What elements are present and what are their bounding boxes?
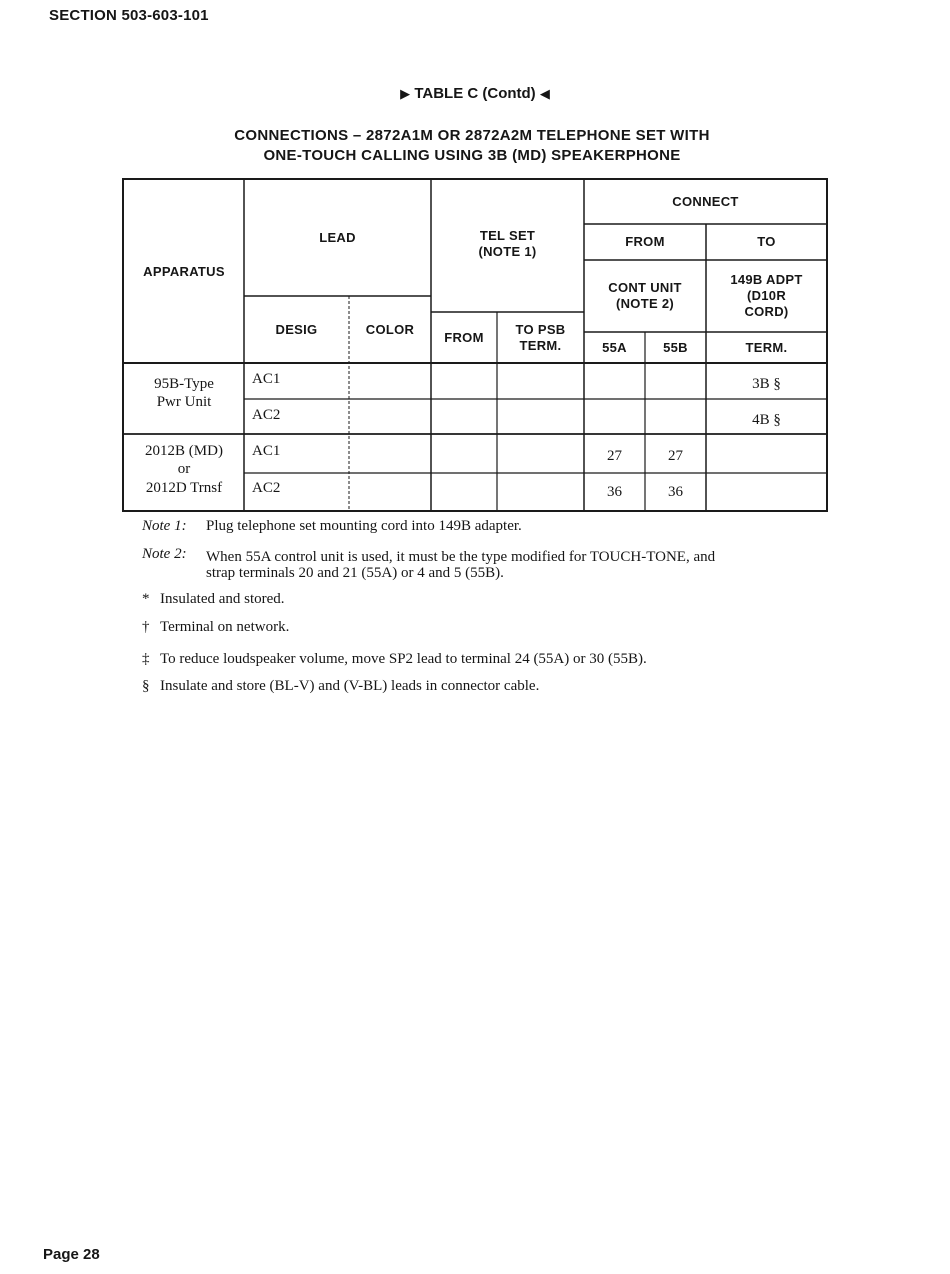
table-row-term: 4B § bbox=[752, 412, 781, 428]
header-color: COLOR bbox=[365, 321, 415, 337]
header-adpt-line-2: (D10R bbox=[746, 288, 787, 303]
note-1-text: Plug telephone set mounting cord into 149B adapter. bbox=[206, 518, 522, 534]
note-1-label: Note 1: bbox=[142, 518, 187, 534]
header-adpt-line-1: 149B ADPT bbox=[730, 272, 803, 287]
header-to-psb-label: TO PSB bbox=[515, 321, 566, 337]
header-connect: CONNECT bbox=[672, 194, 739, 209]
arrow-left-icon: ◀ bbox=[539, 86, 550, 101]
table-row-55b: 36 bbox=[668, 484, 683, 500]
header-tel-set bbox=[431, 216, 584, 272]
header-to-psb-term: TERM. bbox=[519, 337, 562, 353]
header-lead: LEAD bbox=[319, 230, 356, 245]
header-connect-from: FROM bbox=[625, 234, 665, 249]
table-subtitle bbox=[0, 126, 944, 166]
arrow-right-icon: ▶ bbox=[400, 86, 411, 101]
table-title-text: TABLE C (Contd) bbox=[414, 85, 536, 102]
subtitle-line-1: CONNECTIONS – 2872A1M OR 2872A2M TELEPHONE SET WITH bbox=[234, 127, 710, 144]
footnote-asterisk-text: Insulated and stored. bbox=[160, 591, 285, 607]
note-2 bbox=[142, 546, 716, 581]
section-header: SECTION 503-603-101 bbox=[49, 7, 209, 24]
table-row-term: 3B § bbox=[752, 376, 781, 392]
table-title bbox=[0, 85, 950, 102]
apparatus-2012-line-2: or bbox=[177, 461, 191, 477]
apparatus-95b-line-1: 95B-Type bbox=[154, 376, 214, 392]
footnote-dagger-text: Terminal on network. bbox=[160, 619, 290, 635]
header-adpt-line-3: CORD) bbox=[744, 304, 789, 319]
section-symbol: § bbox=[142, 678, 150, 694]
header-term: TERM. bbox=[745, 339, 788, 355]
apparatus-2012-line-3: 2012D Trnsf bbox=[145, 480, 223, 496]
header-cont-unit-note: (NOTE 2) bbox=[615, 296, 674, 311]
note-2-line-2: strap terminals 20 and 21 (55A) or 4 and 5 (55B). bbox=[206, 565, 504, 581]
header-cont-unit bbox=[584, 260, 706, 332]
header-desig: DESIG bbox=[275, 321, 318, 337]
header-tel-set-label: TEL SET bbox=[479, 228, 536, 243]
double-dagger-symbol: ‡ bbox=[142, 651, 150, 667]
table-row-desig: AC2 bbox=[252, 480, 281, 496]
header-tel-set-note: (NOTE 1) bbox=[478, 244, 537, 259]
table-row-55a: 36 bbox=[607, 484, 622, 500]
header-apparatus: APPARATUS bbox=[143, 263, 225, 279]
footnote-double-dagger-text: To reduce loudspeaker volume, move SP2 lead to terminal 24 (55A) or 30 (55B). bbox=[160, 651, 647, 667]
page-number: Page 28 bbox=[43, 1246, 100, 1263]
apparatus-95b-line-2: Pwr Unit bbox=[156, 394, 212, 410]
note-2-label: Note 2: bbox=[142, 546, 187, 562]
subtitle-line-2: ONE-TOUCH CALLING USING 3B (MD) SPEAKERPHONE bbox=[263, 147, 681, 164]
header-from: FROM bbox=[444, 329, 484, 345]
table-row-desig: AC2 bbox=[252, 407, 281, 423]
asterisk-symbol: * bbox=[142, 591, 150, 607]
header-55b: 55B bbox=[663, 339, 688, 355]
note-2-line-1: When 55A control unit is used, it must be the type modified for TOUCH-TONE, and bbox=[206, 549, 716, 565]
footnote-section-text: Insulate and store (BL-V) and (V-BL) leads in connector cable. bbox=[160, 678, 540, 694]
table-row-desig: AC1 bbox=[252, 371, 281, 387]
header-55a: 55A bbox=[602, 339, 627, 355]
dagger-symbol: † bbox=[142, 619, 150, 635]
header-connect-to: TO bbox=[757, 234, 776, 249]
header-149b-adpt bbox=[706, 260, 827, 332]
note-1 bbox=[142, 518, 522, 535]
apparatus-2012-line-1: 2012B (MD) bbox=[145, 443, 223, 459]
table-row-55b: 27 bbox=[668, 448, 683, 464]
table-row-55a: 27 bbox=[607, 448, 622, 464]
header-to-psb bbox=[497, 312, 584, 363]
table-row-desig: AC1 bbox=[252, 443, 281, 459]
header-cont-unit-label: CONT UNIT bbox=[608, 280, 682, 295]
connections-table bbox=[122, 178, 828, 512]
